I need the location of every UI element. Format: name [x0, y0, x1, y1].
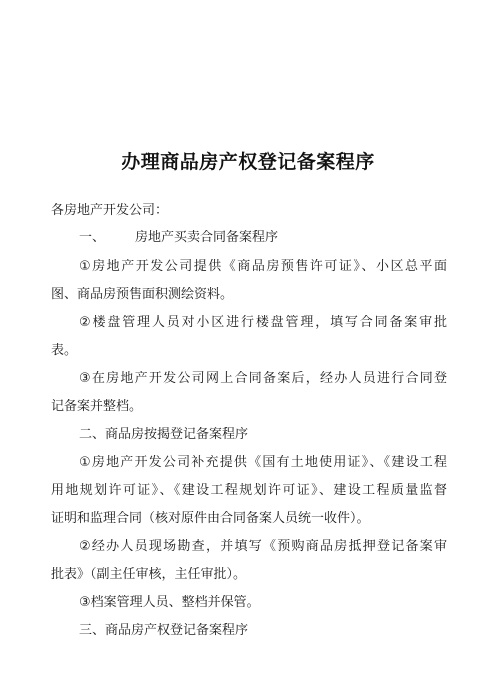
section-2-item-2-line-2: 批表》（副主任审核，主任审批）。	[51, 567, 247, 582]
section-1-item-2-line-1: ②楼盘管理人员对小区进行楼盘管理，填写合同备案审批	[79, 315, 447, 330]
section-1-item-3-line-1: ③在房地产开发公司网上合同备案后，经办人员进行合同登	[79, 371, 447, 386]
section-2-item-1-line-3: 证明和监理合同（核对原件由合同备案人员统一收件）。	[51, 511, 370, 526]
section-1-item-1-line-2: 图、商品房预售面积测绘资料。	[51, 287, 234, 302]
section-1-item-3-line-2: 记备案并整档。	[51, 399, 143, 414]
section-1-title: 房地产买卖合同备案程序	[135, 230, 279, 245]
section-3-heading: 三、商品房产权登记备案程序	[79, 623, 249, 638]
section-2-item-1-line-2: 用地规划许可证》、《建设工程规划许可证》、建设工程质量监督	[51, 483, 447, 498]
section-2-item-1-line-1: ①房地产开发公司补充提供《国有土地使用证》、《建设工程	[79, 455, 447, 470]
section-1-item-1-line-1: ①房地产开发公司提供《商品房预售许可证》、小区总平面	[79, 259, 447, 274]
section-2-item-3-line-1: ③档案管理人员、整档并保管。	[79, 595, 260, 610]
section-2-item-2-line-1: ②经办人员现场勘查，并填写《预购商品房抵押登记备案审	[79, 539, 447, 554]
section-1-number: 一、	[79, 230, 106, 245]
section-1-heading	[79, 230, 447, 246]
section-2-heading: 二、商品房按揭登记备案程序	[79, 427, 249, 442]
document-title: 办理商品房产权登记备案程序	[121, 151, 375, 173]
section-1-item-2-line-2: 表。	[51, 343, 78, 358]
salutation: 各房地产开发公司：	[51, 203, 169, 218]
